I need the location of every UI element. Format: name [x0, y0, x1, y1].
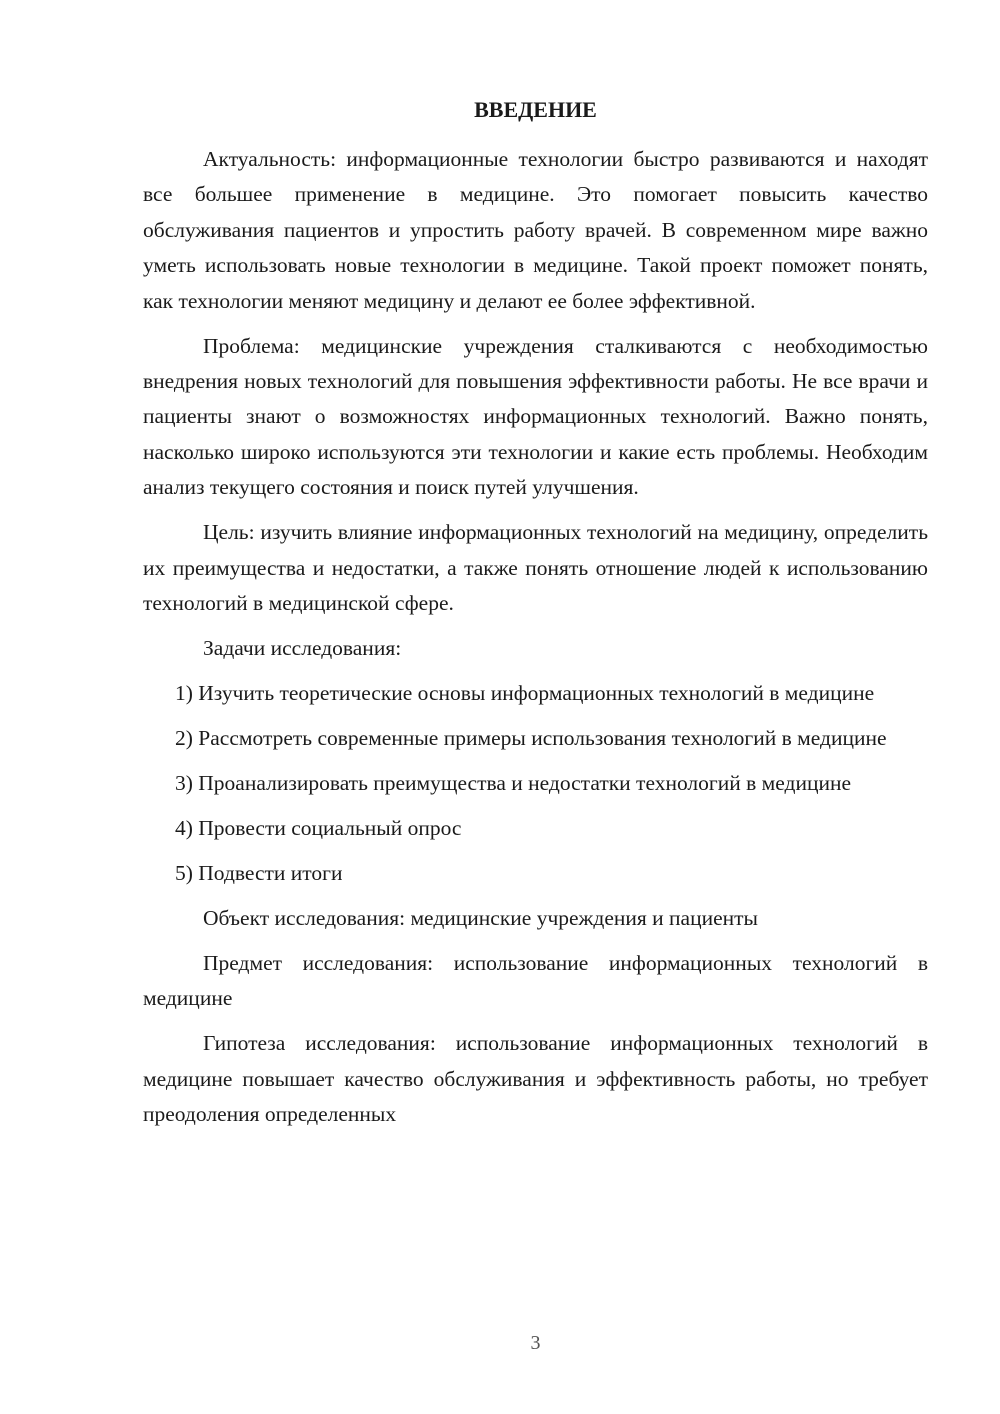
- task-item-2: 2) Рассмотреть современные примеры использования технологий в медицине: [175, 726, 887, 751]
- tasks-heading: Задачи исследования:: [203, 636, 402, 661]
- object-paragraph: Объект исследования: медицинские учреждения и пациенты: [203, 906, 758, 931]
- subject-paragraph: Предмет исследования: использование информационных технологий в медицине: [143, 951, 928, 1011]
- hypothesis-paragraph: Гипотеза исследования: использование информационных технологий в медицине повышает качество обслуживания и эффективность работы, но требует преодоления определенных: [143, 1031, 928, 1127]
- page-number: 3: [530, 1332, 541, 1354]
- goal-paragraph: Цель: изучить влияние информационных технологий на медицину, определить их преимущества и недостатки, а также понять отношение людей к использованию технологий в медицинской сфере.: [143, 520, 928, 616]
- task-item-4: 4) Провести социальный опрос: [175, 816, 462, 841]
- problem-paragraph: Проблема: медицинские учреждения сталкиваются с необходимостью внедрения новых технологий для повышения эффективности работы. Не все врачи и пациенты знают о возможностях информационных технологий. Важно понять, насколько широко используются эти технологии и какие есть проблемы. Необходим анализ текущего состояния и поиск путей улучшения.: [143, 333, 928, 500]
- section-title: ВВЕДЕНИЕ: [474, 97, 597, 122]
- document-body: [143, 142, 928, 1142]
- task-item-3: 3) Проанализировать преимущества и недостатки технологий в медицине: [175, 771, 852, 796]
- task-item-5: 5) Подвести итоги: [175, 861, 343, 886]
- task-item-1: 1) Изучить теоретические основы информационных технологий в медицине: [175, 681, 875, 706]
- relevance-paragraph: Актуальность: информационные технологии быстро развиваются и находят все большее применение в медицине. Это помогает повысить качество обслуживания пациентов и упростить работу врачей. В современном мире важно уметь использовать новые технологии в медицине. Такой проект поможет понять, как технологии меняют медицину и делают ее более эффективной.: [143, 147, 928, 313]
